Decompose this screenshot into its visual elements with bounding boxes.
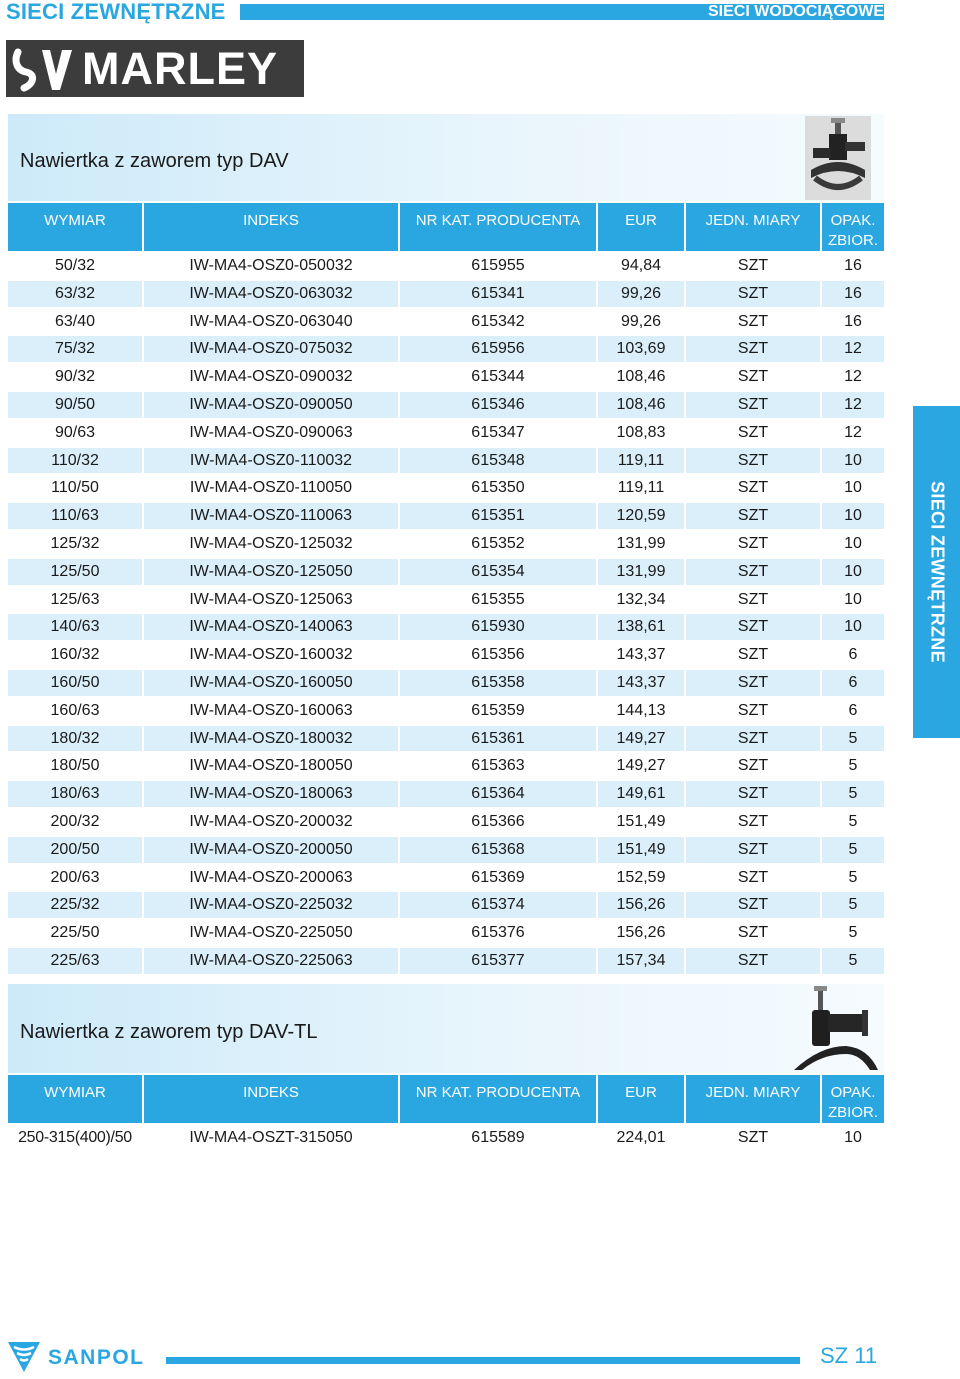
table-cell: 615956 xyxy=(400,336,596,362)
table-cell: 12 xyxy=(822,336,884,362)
table-cell: 149,27 xyxy=(598,726,684,752)
table-cell: SZT xyxy=(686,309,820,335)
table-cell: IW-MA4-OSZ0-160050 xyxy=(144,670,398,696)
marley-wordmark: MARLEY xyxy=(82,43,278,94)
table-cell: 108,46 xyxy=(598,364,684,390)
table-cell: SZT xyxy=(686,531,820,557)
table-cell: 225/50 xyxy=(8,920,142,946)
table-cell: 152,59 xyxy=(598,865,684,891)
table-cell: 10 xyxy=(822,1125,884,1151)
table-cell: SZT xyxy=(686,392,820,418)
table-cell: SZT xyxy=(686,753,820,779)
column-header-wymiar: WYMIAR xyxy=(8,1075,142,1123)
table-cell: 10 xyxy=(822,503,884,529)
table-cell: 180/32 xyxy=(8,726,142,752)
table-cell: IW-MA4-OSZ0-160063 xyxy=(144,698,398,724)
table-cell: 143,37 xyxy=(598,670,684,696)
table-cell: 615342 xyxy=(400,309,596,335)
table-cell: SZT xyxy=(686,614,820,640)
table-cell: IW-MA4-OSZ0-125032 xyxy=(144,531,398,557)
table-cell: 615589 xyxy=(400,1125,596,1151)
table-cell: 143,37 xyxy=(598,642,684,668)
table-cell: 119,11 xyxy=(598,475,684,501)
table-cell: 125/50 xyxy=(8,559,142,585)
table-cell: 5 xyxy=(822,892,884,918)
table-cell: IW-MA4-OSZ0-110063 xyxy=(144,503,398,529)
table-cell: 615369 xyxy=(400,865,596,891)
table-cell: 615374 xyxy=(400,892,596,918)
table-cell: 90/32 xyxy=(8,364,142,390)
table-cell: 615366 xyxy=(400,809,596,835)
table-cell: 5 xyxy=(822,865,884,891)
table-cell: 16 xyxy=(822,253,884,279)
product-section-dav xyxy=(8,114,884,974)
table-row xyxy=(8,865,884,891)
table-cell: 119,11 xyxy=(598,448,684,474)
table-cell: 10 xyxy=(822,614,884,640)
table-cell: 615955 xyxy=(400,253,596,279)
table-cell: 149,27 xyxy=(598,753,684,779)
table-row xyxy=(8,364,884,390)
table-cell: 615347 xyxy=(400,420,596,446)
table-cell: 140/63 xyxy=(8,614,142,640)
table-cell: IW-MA4-OSZ0-200063 xyxy=(144,865,398,891)
table-cell: SZT xyxy=(686,948,820,974)
table-cell: SZT xyxy=(686,336,820,362)
table-cell: IW-MA4-OSZ0-140063 xyxy=(144,614,398,640)
table-row xyxy=(8,392,884,418)
column-header-nr-kat: NR KAT. PRODUCENTA xyxy=(400,1075,596,1123)
table-cell: 10 xyxy=(822,587,884,613)
table-row xyxy=(8,336,884,362)
table-cell: 615376 xyxy=(400,920,596,946)
table-cell: 160/50 xyxy=(8,670,142,696)
table-cell: SZT xyxy=(686,475,820,501)
table-row xyxy=(8,309,884,335)
table-cell: IW-MA4-OSZ0-063032 xyxy=(144,281,398,307)
table-cell: 156,26 xyxy=(598,920,684,946)
table-cell: 144,13 xyxy=(598,698,684,724)
table-cell: 615354 xyxy=(400,559,596,585)
column-header-jedn-miary: JEDN. MIARY xyxy=(686,1075,820,1123)
table-cell: IW-MA4-OSZ0-225050 xyxy=(144,920,398,946)
table-cell: 16 xyxy=(822,281,884,307)
table-row xyxy=(8,503,884,529)
table-row xyxy=(8,448,884,474)
table-cell: 6 xyxy=(822,642,884,668)
table-cell: SZT xyxy=(686,253,820,279)
table-cell: IW-MA4-OSZ0-090063 xyxy=(144,420,398,446)
table-cell: 180/50 xyxy=(8,753,142,779)
table-cell: 615344 xyxy=(400,364,596,390)
table-cell: 615930 xyxy=(400,614,596,640)
column-header-indeks: INDEKS xyxy=(144,1075,398,1123)
table-cell: SZT xyxy=(686,503,820,529)
table-cell: 615358 xyxy=(400,670,596,696)
table-cell: 6 xyxy=(822,698,884,724)
table-cell: 157,34 xyxy=(598,948,684,974)
table-cell: 615359 xyxy=(400,698,596,724)
table-cell: 5 xyxy=(822,920,884,946)
table-cell: IW-MA4-OSZ0-180032 xyxy=(144,726,398,752)
column-header-opak-zbior: OPAK. ZBIOR. xyxy=(822,203,884,251)
table-row xyxy=(8,559,884,585)
table-cell: IW-MA4-OSZ0-110032 xyxy=(144,448,398,474)
table-row xyxy=(8,475,884,501)
table-row xyxy=(8,809,884,835)
table-cell: 90/63 xyxy=(8,420,142,446)
table-cell: 200/63 xyxy=(8,865,142,891)
table-row xyxy=(8,753,884,779)
table-body xyxy=(8,1125,884,1151)
table-row xyxy=(8,781,884,807)
marley-logo xyxy=(6,40,304,97)
table-cell: 200/50 xyxy=(8,837,142,863)
column-header-eur: EUR xyxy=(598,203,684,251)
table-row xyxy=(8,281,884,307)
table-cell: 615350 xyxy=(400,475,596,501)
table-cell: 110/32 xyxy=(8,448,142,474)
table-cell: IW-MA4-OSZ0-050032 xyxy=(144,253,398,279)
table-cell: IW-MA4-OSZ0-090050 xyxy=(144,392,398,418)
section-title-left: SIECI ZEWNĘTRZNE xyxy=(6,0,226,24)
table-row xyxy=(8,614,884,640)
column-header-indeks: INDEKS xyxy=(144,203,398,251)
column-header-nr-kat: NR KAT. PRODUCENTA xyxy=(400,203,596,251)
table-cell: 5 xyxy=(822,809,884,835)
table-cell: 138,61 xyxy=(598,614,684,640)
table-cell: 615364 xyxy=(400,781,596,807)
table-cell: IW-MA4-OSZ0-200032 xyxy=(144,809,398,835)
table-cell: 5 xyxy=(822,837,884,863)
table-cell: IW-MA4-OSZ0-180063 xyxy=(144,781,398,807)
sanpol-wordmark: SANPOL xyxy=(48,1346,145,1369)
table-cell: SZT xyxy=(686,448,820,474)
table-cell: 151,49 xyxy=(598,809,684,835)
table-cell: SZT xyxy=(686,670,820,696)
table-cell: IW-MA4-OSZ0-200050 xyxy=(144,837,398,863)
table-row xyxy=(8,531,884,557)
table-cell: 132,34 xyxy=(598,587,684,613)
column-header-jedn-miary: JEDN. MIARY xyxy=(686,203,820,251)
table-cell: 615363 xyxy=(400,753,596,779)
product-table-dav-tl xyxy=(6,1073,886,1153)
side-tab xyxy=(913,406,960,738)
table-row xyxy=(8,670,884,696)
table-row xyxy=(8,642,884,668)
table-cell: 225/32 xyxy=(8,892,142,918)
table-cell: 615377 xyxy=(400,948,596,974)
table-cell: 12 xyxy=(822,364,884,390)
table-cell: 103,69 xyxy=(598,336,684,362)
table-cell: SZT xyxy=(686,865,820,891)
column-header-opak-zbior: OPAK. ZBIOR. xyxy=(822,1075,884,1123)
saddle-valve-photo xyxy=(805,116,871,200)
table-cell: SZT xyxy=(686,837,820,863)
table-cell: 125/32 xyxy=(8,531,142,557)
table-cell: 131,99 xyxy=(598,531,684,557)
table-cell: SZT xyxy=(686,726,820,752)
table-cell: 156,26 xyxy=(598,892,684,918)
table-cell: 131,99 xyxy=(598,559,684,585)
table-row xyxy=(8,892,884,918)
table-cell: IW-MA4-OSZT-315050 xyxy=(144,1125,398,1151)
table-cell: 63/32 xyxy=(8,281,142,307)
table-cell: SZT xyxy=(686,364,820,390)
table-cell: 615351 xyxy=(400,503,596,529)
table-cell: 5 xyxy=(822,781,884,807)
table-row xyxy=(8,698,884,724)
table-cell: IW-MA4-OSZ0-160032 xyxy=(144,642,398,668)
table-cell: 250-315(400)/50 xyxy=(8,1125,142,1151)
table-cell: 225/63 xyxy=(8,948,142,974)
table-row xyxy=(8,587,884,613)
table-cell: IW-MA4-OSZ0-075032 xyxy=(144,336,398,362)
table-cell: 6 xyxy=(822,670,884,696)
table-cell: SZT xyxy=(686,559,820,585)
table-cell: SZT xyxy=(686,892,820,918)
table-cell: SZT xyxy=(686,587,820,613)
product-section-dav-tl xyxy=(8,984,884,1154)
top-header xyxy=(0,0,960,26)
tapping-tee-photo xyxy=(790,986,884,1074)
table-cell: 99,26 xyxy=(598,281,684,307)
table-cell: 90/50 xyxy=(8,392,142,418)
table-cell: 615341 xyxy=(400,281,596,307)
table-cell: IW-MA4-OSZ0-125050 xyxy=(144,559,398,585)
table-cell: 50/32 xyxy=(8,253,142,279)
product-title: Nawiertka z zaworem typ DAV-TL xyxy=(20,1021,318,1043)
table-cell: IW-MA4-OSZ0-225032 xyxy=(144,892,398,918)
table-cell: 615346 xyxy=(400,392,596,418)
table-cell: IW-MA4-OSZ0-180050 xyxy=(144,753,398,779)
table-row xyxy=(8,1125,884,1151)
table-row xyxy=(8,726,884,752)
marley-emblem-icon xyxy=(12,46,78,92)
table-cell: IW-MA4-OSZ0-125063 xyxy=(144,587,398,613)
table-cell: 10 xyxy=(822,531,884,557)
product-title: Nawiertka z zaworem typ DAV xyxy=(20,150,289,172)
table-cell: 94,84 xyxy=(598,253,684,279)
table-cell: 10 xyxy=(822,559,884,585)
table-cell: 151,49 xyxy=(598,837,684,863)
table-cell: IW-MA4-OSZ0-110050 xyxy=(144,475,398,501)
table-cell: 5 xyxy=(822,753,884,779)
table-cell: SZT xyxy=(686,420,820,446)
table-cell: 108,83 xyxy=(598,420,684,446)
table-cell: SZT xyxy=(686,642,820,668)
section-title-right: SIECI WODOCIĄGOWE xyxy=(708,3,884,20)
table-cell: 75/32 xyxy=(8,336,142,362)
table-cell: 149,61 xyxy=(598,781,684,807)
table-cell: SZT xyxy=(686,698,820,724)
table-cell: 16 xyxy=(822,309,884,335)
table-cell: SZT xyxy=(686,809,820,835)
table-row xyxy=(8,837,884,863)
table-cell: 108,46 xyxy=(598,392,684,418)
table-cell: 160/32 xyxy=(8,642,142,668)
sanpol-logo xyxy=(6,1336,156,1376)
table-cell: 180/63 xyxy=(8,781,142,807)
table-cell: 63/40 xyxy=(8,309,142,335)
side-tab-label: SIECI ZEWNĘTRZNE xyxy=(927,481,947,663)
table-cell: 12 xyxy=(822,420,884,446)
table-cell: 110/63 xyxy=(8,503,142,529)
table-cell: 10 xyxy=(822,448,884,474)
table-cell: 615356 xyxy=(400,642,596,668)
table-cell: 200/32 xyxy=(8,809,142,835)
table-cell: SZT xyxy=(686,1125,820,1151)
table-cell: 12 xyxy=(822,392,884,418)
table-cell: 615361 xyxy=(400,726,596,752)
table-cell: IW-MA4-OSZ0-090032 xyxy=(144,364,398,390)
table-cell: 615368 xyxy=(400,837,596,863)
table-cell: 224,01 xyxy=(598,1125,684,1151)
table-body xyxy=(8,253,884,974)
table-cell: 110/50 xyxy=(8,475,142,501)
column-header-wymiar: WYMIAR xyxy=(8,203,142,251)
table-cell: IW-MA4-OSZ0-225063 xyxy=(144,948,398,974)
table-row xyxy=(8,420,884,446)
table-row xyxy=(8,253,884,279)
page-number: SZ 11 xyxy=(820,1343,878,1368)
table-cell: 5 xyxy=(822,726,884,752)
table-cell: 120,59 xyxy=(598,503,684,529)
table-cell: SZT xyxy=(686,781,820,807)
table-row xyxy=(8,920,884,946)
table-cell: 99,26 xyxy=(598,309,684,335)
column-header-eur: EUR xyxy=(598,1075,684,1123)
table-cell: 160/63 xyxy=(8,698,142,724)
table-row xyxy=(8,948,884,974)
table-cell: IW-MA4-OSZ0-063040 xyxy=(144,309,398,335)
table-cell: SZT xyxy=(686,281,820,307)
table-cell: 615355 xyxy=(400,587,596,613)
table-cell: 10 xyxy=(822,475,884,501)
table-cell: 5 xyxy=(822,948,884,974)
footer-bar xyxy=(166,1357,800,1364)
table-cell: 125/63 xyxy=(8,587,142,613)
product-table-dav xyxy=(6,201,886,976)
table-cell: SZT xyxy=(686,920,820,946)
sanpol-emblem-icon xyxy=(6,1338,42,1374)
table-cell: 615352 xyxy=(400,531,596,557)
table-cell: 615348 xyxy=(400,448,596,474)
